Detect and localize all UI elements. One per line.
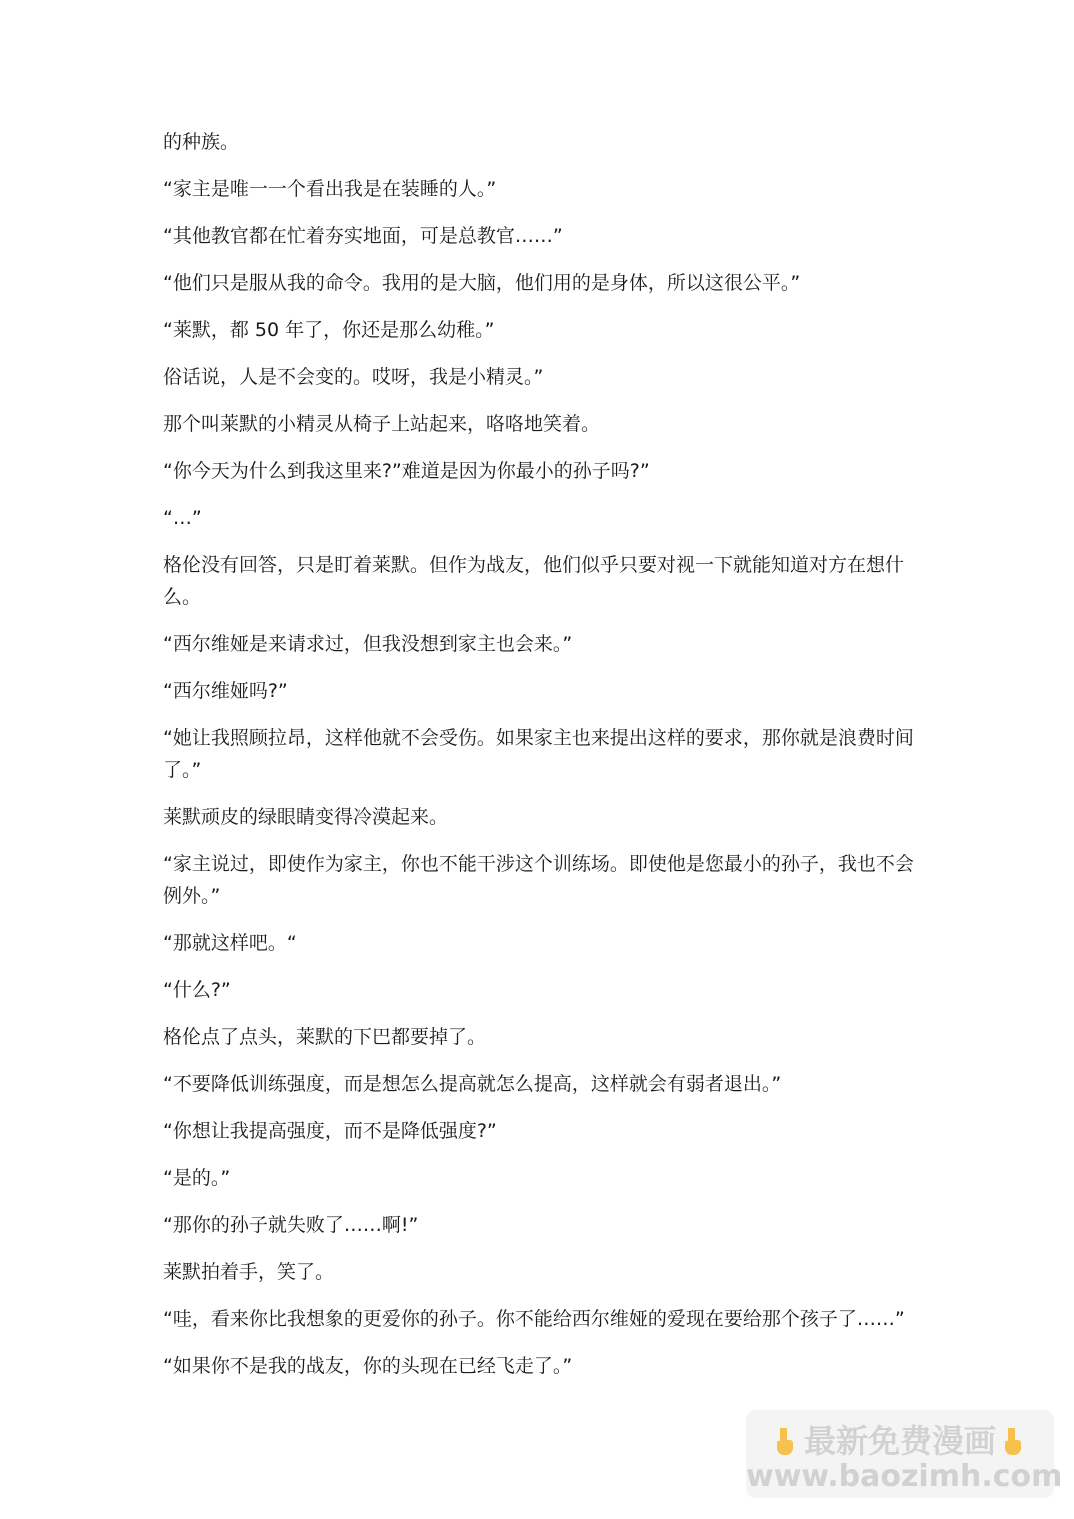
paragraph: “你想让我提高强度，而不是降低强度?” — [163, 1120, 497, 1142]
paragraph: 那个叫莱默的小精灵从椅子上站起来，咯咯地笑着。 — [163, 413, 601, 435]
paragraph: 格伦没有回答，只是盯着莱默。但作为战友，他们似乎只要对视一下就能知道对方在想什么。 — [163, 554, 905, 608]
watermark-text-1: 最新免费漫画 — [803, 1422, 996, 1460]
paragraph: 的种族。 — [163, 131, 240, 153]
paragraph: “西尔维娅是来请求过，但我没想到家主也会来。” — [163, 633, 573, 655]
paragraph: 格伦点了点头，莱默的下巴都要掉了。 — [163, 1026, 487, 1048]
paragraph: 莱默拍着手，笑了。 — [163, 1261, 335, 1283]
paragraph: “不要降低训练强度，而是想怎么提高就怎么提高，这样就会有弱者退出。” — [163, 1073, 782, 1095]
watermark-url: www.baozimh.com — [746, 1459, 1063, 1494]
paragraph: “家主说过，即使作为家主，你也不能干涉这个训练场。即使他是您最小的孙子，我也不会例外。” — [163, 853, 914, 907]
paragraph: “莱默，都 50 年了，你还是那么幼稚。” — [163, 319, 495, 341]
paragraph: “家主是唯一一个看出我是在装睡的人。” — [163, 178, 497, 200]
pointing-down-hand-icon — [772, 1426, 800, 1456]
paragraph: “她让我照顾拉昂，这样他就不会受伤。如果家主也来提出这样的要求，那你就是浪费时间了。” — [163, 727, 914, 781]
paragraph: “那就这样吧。“ — [163, 932, 297, 954]
paragraph: “其他教官都在忙着夯实地面，可是总教官……” — [163, 225, 563, 247]
paragraph: “你今天为什么到我这里来?”难道是因为你最小的孙子吗?” — [163, 460, 650, 482]
site-watermark — [746, 1410, 1063, 1498]
paragraph: “那你的孙子就失败了……啊!” — [163, 1214, 419, 1236]
paragraph: “他们只是服从我的命令。我用的是大脑，他们用的是身体，所以这很公平。” — [163, 272, 801, 294]
paragraph: “…” — [163, 507, 202, 529]
paragraph: 莱默顽皮的绿眼睛变得冷漠起来。 — [163, 806, 449, 828]
paragraph: “哇，看来你比我想象的更爱你的孙子。你不能给西尔维娅的爱现在要给那个孩子了……” — [163, 1308, 905, 1330]
paragraph: “是的。” — [163, 1167, 231, 1189]
watermark-line-1 — [746, 1422, 1054, 1460]
text-body — [163, 126, 923, 1397]
paragraph: “什么?” — [163, 979, 231, 1001]
paragraph: “西尔维娅吗?” — [163, 680, 288, 702]
paragraph: “如果你不是我的战友，你的头现在已经飞走了。” — [163, 1355, 573, 1377]
pointing-down-hand-icon — [1000, 1426, 1028, 1456]
paragraph: 俗话说，人是不会变的。哎呀，我是小精灵。” — [163, 366, 544, 388]
